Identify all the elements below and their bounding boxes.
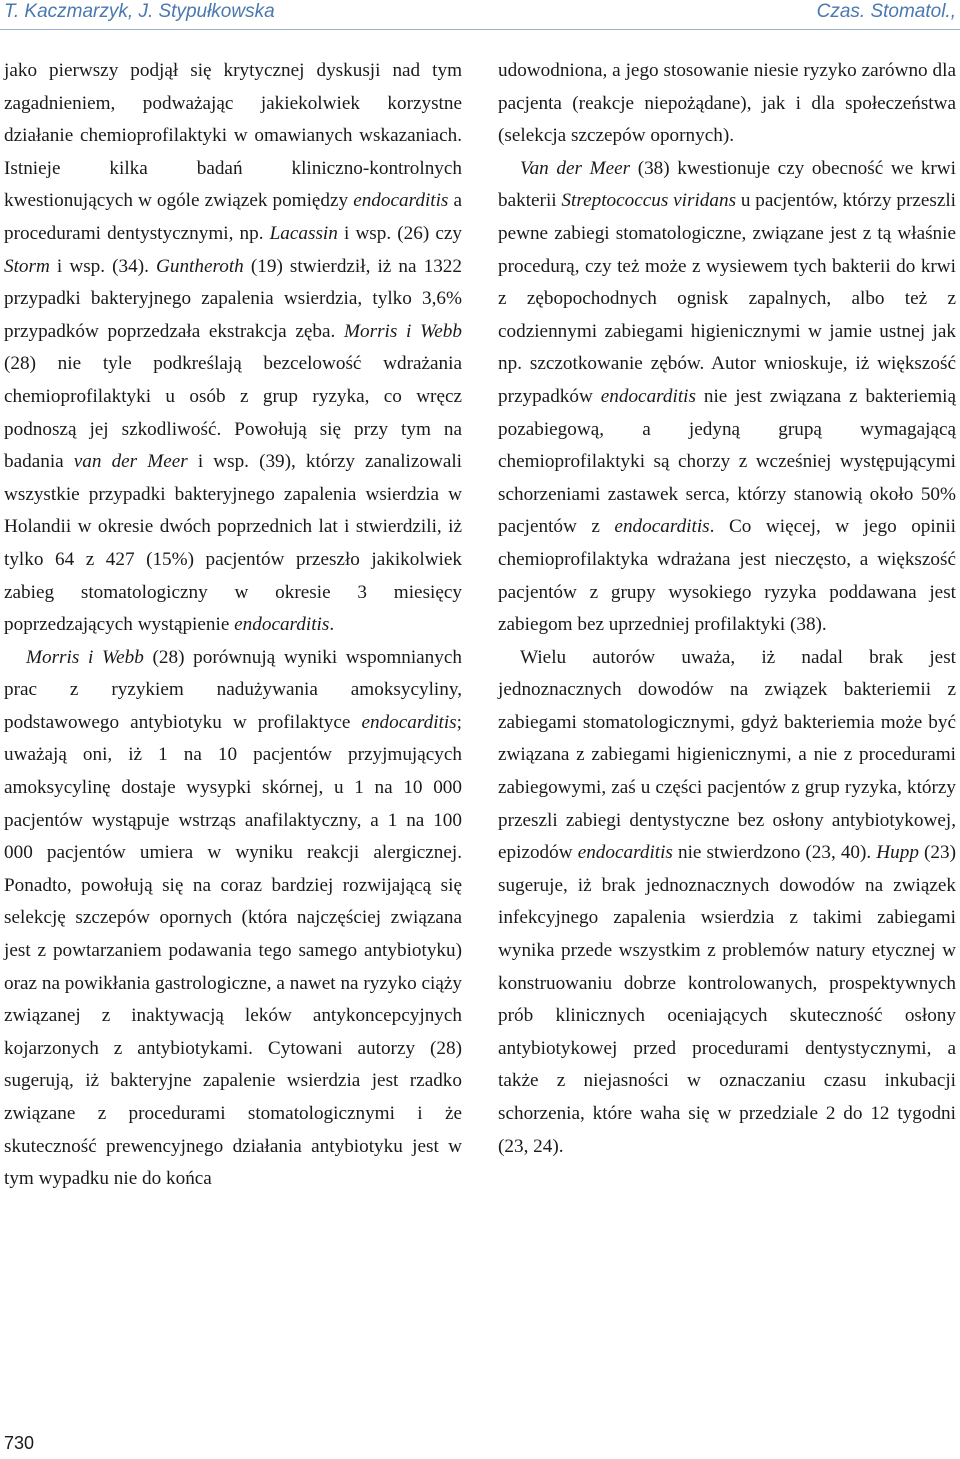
text-run: a procedurami dentystycznymi, np. xyxy=(4,190,462,244)
italic-run: endocarditis xyxy=(353,190,449,212)
paragraph xyxy=(498,153,956,642)
text-run: nie jest związana z bakteriemią pozabiegową, a jedyną grupą wymagającą chemioprofilaktyki są chorzy z wcześniej występującymi schorzeniami zastawek serca, którzy stanowią około 50% pacjentów z xyxy=(498,385,956,538)
header-journal: Czas. Stomatol., xyxy=(816,1,956,22)
italic-run: endocarditis xyxy=(234,614,330,636)
running-header xyxy=(0,0,960,30)
text-run: (38) kwestionuje czy obecność we krwi bakterii xyxy=(498,157,956,212)
italic-run: endocarditis xyxy=(361,711,457,733)
italic-run: Streptococcus viridans xyxy=(561,190,737,212)
paragraph xyxy=(498,642,956,1164)
text-run: . Co więcej, w jego opinii chemioprofilaktyka wdrażana jest nieczęsto, a większość pacjentów z grupy wysokiego ryzyka poddawana jest zabiegom bez uprzedniej profilaktyki (38). xyxy=(498,516,956,636)
italic-run: endocarditis xyxy=(600,385,696,407)
header-rule xyxy=(0,29,960,30)
text-run: u pacjentów, którzy przeszli pewne zabiegi stomatologiczne, związane jest z tą właśnie procedurą, czy też może z wysiewem tych bakterii do krwi z zębopochodnych ognisk zapalnych, albo też z codziennymi zabiegami higienicznymi w jamie ustnej jak np. szczotkowanie zębów. Autor wnioskuje, iż większość przypadków xyxy=(498,190,957,407)
italic-run: Lacassin xyxy=(269,222,338,244)
text-run: (23) sugeruje, iż brak jednoznacznych dowodów na związek infekcyjnego zapalenia wsierdzia z takimi zabiegami wynika przede wszystkim z problemów natury etycznej w konstruowaniu dobrze kontrolowanych, prospektywnych prób klinicznych oceniających skuteczność osłony antybiotykowej przed procedurami dentystycznymi, a także z niejasności w oznaczaniu czasu inkubacji schorzenia, które waha się w przedziale 2 do 12 tygodni (23, 24). xyxy=(498,842,956,1157)
paragraph xyxy=(4,55,462,642)
text-run: nie stwierdzono (23, 40). xyxy=(672,842,877,864)
text-run: jako pierwszy podjął się krytycznej dyskusji nad tym zagadnieniem, podważając jakiekolwiek korzystne działanie chemioprofilaktyki w omawianych wskazaniach. Istnieje kilka badań kliniczno-kontrolnych kwestionujących w ogóle związek pomiędzy xyxy=(4,60,462,212)
page-number: 730 xyxy=(4,1433,35,1453)
italic-run: Guntheroth xyxy=(156,255,244,277)
text-run: i wsp. (34). xyxy=(49,255,157,277)
text-run: (19) stwierdził, iż na 1322 przypadki bakteryjnego zapalenia wsierdzia, tylko 3,6% przypadków poprzedzała ekstrakcja zęba. xyxy=(4,255,462,342)
italic-run: van der Meer xyxy=(73,451,188,473)
text-run: udowodniona, a jego stosowanie niesie ryzyko zarówno dla pacjenta (reakcje niepożądane), jak i dla społeczeństwa (selekcja szczepów opornych). xyxy=(498,60,956,147)
italic-run: Storm xyxy=(4,255,50,277)
italic-run: Morris i Webb xyxy=(344,320,462,342)
text-run: (28) porównują wyniki wspomnianych prac z ryzykiem nadużywania amoksycyliny, podstawowego antybiotyku w profilaktyce xyxy=(4,646,462,733)
italic-run: Van der Meer xyxy=(520,157,631,179)
paragraph xyxy=(498,55,956,153)
italic-run: Hupp xyxy=(876,842,919,864)
text-run: i wsp. (39), którzy zanalizowali wszystkie przypadki bakteryjnego zapalenia wsierdzia w Holandii w okresie dwóch poprzednich lat i stwierdzili, iż tylko 64 z 427 (15%) pacjentów przeszło jakikolwiek zabieg stomatologiczny w okresie 3 miesięcy poprzedzających wystąpienie xyxy=(4,451,462,636)
text-run: (28) nie tyle podkreślają bezcelowość wdrażania chemioprofilaktyki u osób z grup ryzyka, co wręcz podnoszą jej szkodliwość. Powołują się przy tym na badania xyxy=(4,353,462,473)
paragraph xyxy=(4,642,462,1196)
italic-run: endocarditis xyxy=(577,842,673,864)
text-run: Wielu autorów uważa, iż nadal brak jest jednoznacznych dowodów na związek bakteriemii z zabiegami stomatologicznymi, gdyż bakteriemia może być związana z zabiegami higienicznymi, a nie z procedurami zabiegowymi, zaś u części pacjentów z grup ryzyka, którzy przeszli zabiegi dentystyczne bez osłony antybiotykowej, epizodów xyxy=(498,646,956,864)
text-run: ; uważają oni, iż 1 na 10 pacjentów przyjmujących amoksycylinę dostaje wysypki skórnej, u 1 na 10 000 pacjentów wystąpuje wstrząs anafilaktyczny, a 1 na 100 000 pacjentów umiera w wyniku reakcji alergicznej. Ponadto, powołują się na coraz bardziej rozwijającą się selekcję szczepów opornych (która najczęściej związana jest z powtarzaniem podawania tego samego antybiotyku) oraz na powikłania gastrologiczne, a nawet na ryzyko ciąży związanej z inaktywacją leków antykoncepcyjnych kojarzonych z antybiotykami. Cytowani autorzy (28) sugerują, iż bakteryjne zapalenie wsierdzia jest rzadko związane z procedurami stomatologicznymi i że skuteczność prewencyjnego działania antybiotyku jest w tym wypadku nie do końca xyxy=(4,711,462,1190)
left-column xyxy=(4,55,462,1196)
right-column xyxy=(498,55,956,1163)
text-run: i wsp. (26) czy xyxy=(337,222,462,244)
italic-run: Morris i Webb xyxy=(26,646,144,668)
italic-run: endocarditis xyxy=(614,516,710,538)
text-run: . xyxy=(329,614,335,636)
header-authors: T. Kaczmarzyk, J. Stypułkowska xyxy=(4,1,275,22)
